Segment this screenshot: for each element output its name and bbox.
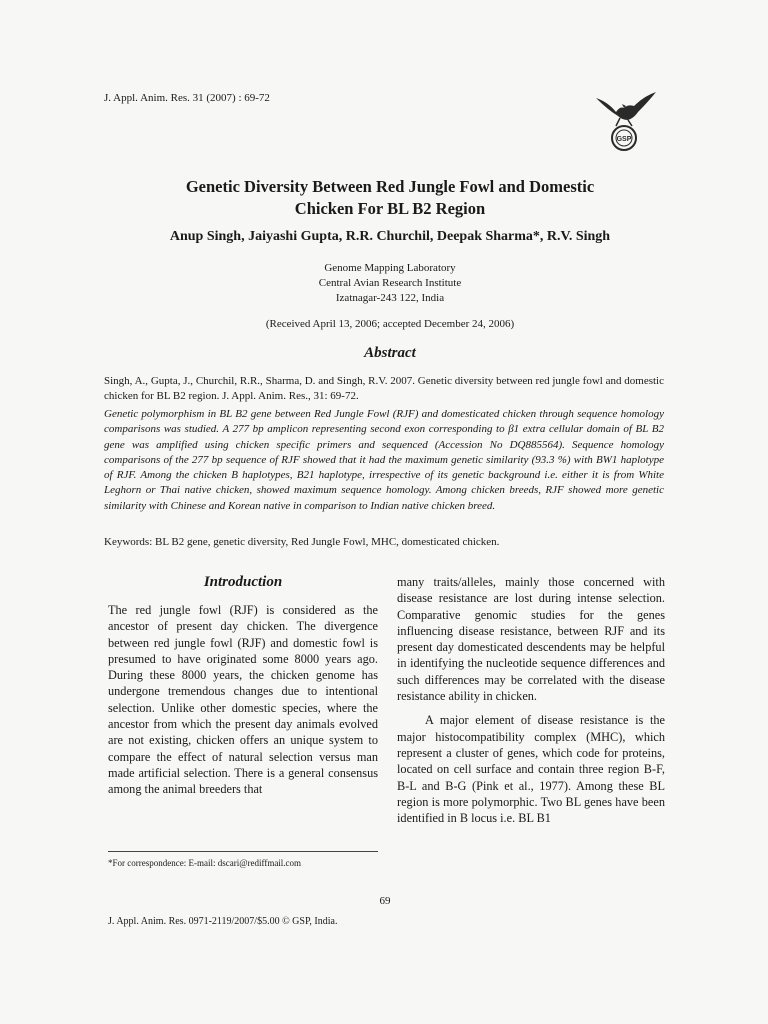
author-list: Anup Singh, Jaiyashi Gupta, R.R. Churchil, Deepak Sharma*, R.V. Singh: [169, 229, 611, 244]
title-line-2: Chicken For BL B2 Region: [294, 199, 486, 218]
abstract-body: Genetic polymorphism in BL B2 gene between Red Jungle Fowl (RJF) and domesticated chicken through sequence homology comparisons was studied. A 277 bp amplicon representing second exon corresponding to β1 extra cellular domain of BL B2 gene was amplified using chicken specific primers and sequenced (Accession No DQ885564). Sequence homology comparisons of the 277 bp sequence of RJF showed that it had the maximum genetic similarity (93.3 %) with BW1 haplotype of RJF. Among the chicken B haplotypes, B21 haplotype, irrespective of its genetic background i.e. either it is from White Leghorn or Thai native chicken, showed maximum sequence homology. Among chicken breeds, RJF showed more genetic similarity with Chinese and Korean native in comparison to Indian native chicken breed.: [104, 408, 664, 512]
intro-paragraph-1: The red jungle fowl (RJF) is considered as the ancestor of present day chicken. The divergence between red jungle fowl (RJF) and domestic fowl is presumed to have originated some 8000 years ago. During these 8000 years, the chicken genome has undergone tremendous changes due to intentional selection. Unlike other domestic species, where the ancestor from which the present day animals evolved are not existing, chicken offers an unique system to compare the effect of natural selection versus man made artificial selection. There is a general consensus among the animal breeders that: [108, 603, 378, 797]
affiliation-line-1: Genome Mapping Laboratory: [324, 262, 456, 274]
running-head: J. Appl. Anim. Res. 31 (2007) : 69-72: [104, 92, 270, 104]
logo-text: GSP: [616, 136, 632, 143]
received-dates: (Received April 13, 2006; accepted December 24, 2006): [265, 318, 515, 330]
affiliation-line-3: Izatnagar-243 122, India: [335, 292, 445, 304]
intro-paragraph-3: A major element of disease resistance is the major histocompatibility complex (MHC), which represent a cluster of genes, which code for proteins, located on cell surface and contain three region B-F, B-L and B-G (Pink et al., 1977). Among these BL region is more polymorphic. Two BL genes have been identified in B locus i.e. BL B1: [397, 713, 665, 826]
eagle-logo-icon: [594, 88, 658, 156]
right-column: [397, 574, 665, 826]
paper-title: [90, 176, 690, 220]
affiliation: [200, 261, 580, 306]
left-column: [108, 602, 378, 798]
journal-logo: [594, 88, 658, 156]
title-line-1: Genetic Diversity Between Red Jungle Fowl and Domestic: [185, 177, 595, 196]
page-number: 69: [379, 895, 391, 907]
affiliation-line-2: Central Avian Research Institute: [318, 277, 462, 289]
keywords: Keywords: BL B2 gene, genetic diversity, Red Jungle Fowl, MHC, domesticated chicken.: [104, 536, 500, 548]
footnote-divider: [108, 851, 378, 852]
copyright-line: J. Appl. Anim. Res. 0971-2119/2007/$5.00 © GSP, India.: [108, 916, 338, 927]
citation: Singh, A., Gupta, J., Churchil, R.R., Sharma, D. and Singh, R.V. 2007. Genetic diversity between red jungle fowl and domestic chicken for BL B2 region. J. Appl. Anim. Res., 31: 69-72.: [104, 375, 664, 402]
intro-paragraph-2: many traits/alleles, mainly those concerned with disease resistance are lost during intense selection. Comparative genomic studies for the genes influencing disease resistance, between RJF and its present day domesticated descendents may be helpful in identifying the nucleotide sequence differences and such differences may be correlated with the disease resistance ability in chicken.: [397, 575, 665, 704]
introduction-heading: Introduction: [203, 574, 283, 590]
abstract-heading: Abstract: [364, 345, 416, 361]
correspondence-footnote: *For correspondence: E-mail: dscari@rediffmail.com: [108, 858, 302, 868]
